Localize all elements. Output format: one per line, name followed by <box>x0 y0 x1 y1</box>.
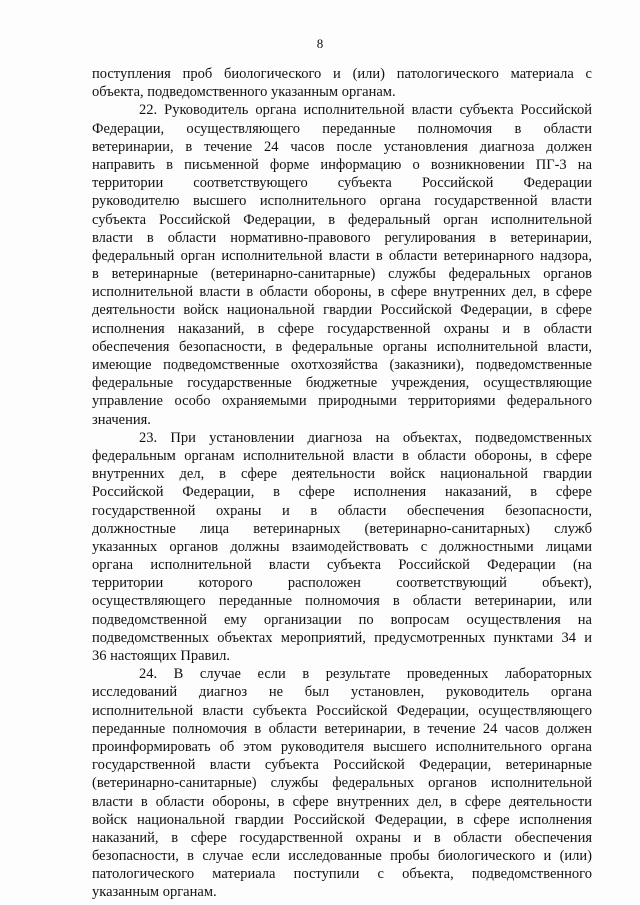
text-line: наказаний, в сфере государственной охраны и в области обеспечения <box>92 829 592 846</box>
text-line: в ветеринарные (ветеринарно-санитарные) службы федеральных органов <box>92 266 592 283</box>
text-line: указанных органов должны взаимодействовать с должностными лицами <box>92 538 592 555</box>
paragraph-p22 <box>92 101 592 428</box>
text-line: объекта, подведомственного указанным органам. <box>92 84 396 101</box>
text-line: 22. Руководитель органа исполнительной власти субъекта Российской <box>139 102 592 119</box>
text-line: 36 настоящих Правил. <box>92 648 230 664</box>
text-line: исполнительной власти субъекта Российской Федерации, осуществляющего <box>92 702 592 719</box>
page-number: 8 <box>316 36 324 51</box>
text-line: патологического материала поступили с объекта, подведомственного <box>92 866 592 883</box>
text-line: управление особо охраняемыми природными территориями федерального <box>92 393 592 410</box>
paragraph-p-cont <box>92 65 592 101</box>
text-line: подведомственных объектах мероприятий, предусмотренных пунктами 34 и <box>92 629 592 646</box>
text-line: указанным органам. <box>92 884 217 901</box>
text-line: проинформировать об этом руководителя высшего исполнительного органа <box>92 738 592 755</box>
text-line: руководителю высшего исполнительного органа государственной власти <box>92 193 592 210</box>
document-body <box>92 65 592 902</box>
text-line: переданные полномочия в области ветеринарии, в течение 24 часов должен <box>92 720 592 737</box>
text-line: Федерации, осуществляющего переданные полномочия в области <box>92 120 592 137</box>
text-line: власти в области обороны, в сфере внутренних дел, в сфере деятельности <box>92 793 592 810</box>
text-line: войск национальной гвардии Российской Федерации, в сфере исполнения <box>92 811 592 828</box>
text-line: исполнения наказаний, в сфере государственной охраны и в области <box>92 320 592 337</box>
text-line: внутренних дел, в сфере деятельности войск национальной гвардии <box>92 466 592 483</box>
text-line: Российской Федерации, в сфере исполнения наказаний, в сфере <box>92 484 592 501</box>
text-line: значения. <box>92 411 151 428</box>
text-line: (ветеринарно-санитарные) службы федеральных органов исполнительной <box>92 775 592 792</box>
text-line: 23. При установлении диагноза на объектах, подведомственных <box>139 429 592 446</box>
text-line: органа исполнительной власти субъекта Российской Федерации (на <box>92 557 592 574</box>
text-line: осуществляющего переданные полномочия в области ветеринарии, или <box>92 593 592 610</box>
text-line: подведомственной ему организации по вопросам осуществления на <box>92 611 592 628</box>
paragraph-p23 <box>92 429 592 665</box>
text-line: федеральные государственные бюджетные учреждения, осуществляющие <box>92 375 592 392</box>
paragraph-p24 <box>92 665 592 901</box>
text-line: имеющие подведомственные охотхозяйства (заказники), подведомственные <box>92 357 592 373</box>
text-line: государственной охраны и в области обеспечения безопасности, <box>92 502 592 519</box>
text-line: федеральный орган исполнительной власти в области ветеринарного надзора, <box>92 247 592 264</box>
text-line: обеспечения безопасности, в федеральные органы исполнительной власти, <box>92 338 592 355</box>
text-line: деятельности войск национальной гвардии Российской Федерации, в сфере <box>92 302 592 319</box>
text-line: безопасности, в случае если исследованные пробы биологического и (или) <box>92 848 592 865</box>
text-line: субъекта Российской Федерации, в федеральный орган исполнительной <box>92 211 592 228</box>
text-line: власти в области нормативно-правового регулирования в ветеринарии, <box>92 229 592 246</box>
text-line: территории соответствующего субъекта Российской Федерации <box>92 175 592 192</box>
text-line: исследований диагноз не был установлен, руководитель органа <box>92 684 592 701</box>
text-line: территории которого расположен соответствующий объект), <box>92 575 592 592</box>
text-line: 24. В случае если в результате проведенных лабораторных <box>139 666 592 683</box>
text-line: должностные лица ветеринарных (ветеринарно-санитарных) служб <box>92 520 592 537</box>
text-line: федеральным органам исполнительной власти в области обороны, в сфере <box>92 447 592 464</box>
text-line: ветеринарии, в течение 24 часов после установления диагноза должен <box>92 138 592 155</box>
text-line: направить в письменной форме информацию о возникновении ПГ-3 на <box>92 156 592 173</box>
text-line: государственной власти субъекта Российской Федерации, ветеринарные <box>92 757 592 774</box>
text-line: поступления проб биологического и (или) патологического материала с <box>92 66 592 82</box>
text-line: исполнительной власти в области обороны, в сфере внутренних дел, в сфере <box>92 284 592 301</box>
